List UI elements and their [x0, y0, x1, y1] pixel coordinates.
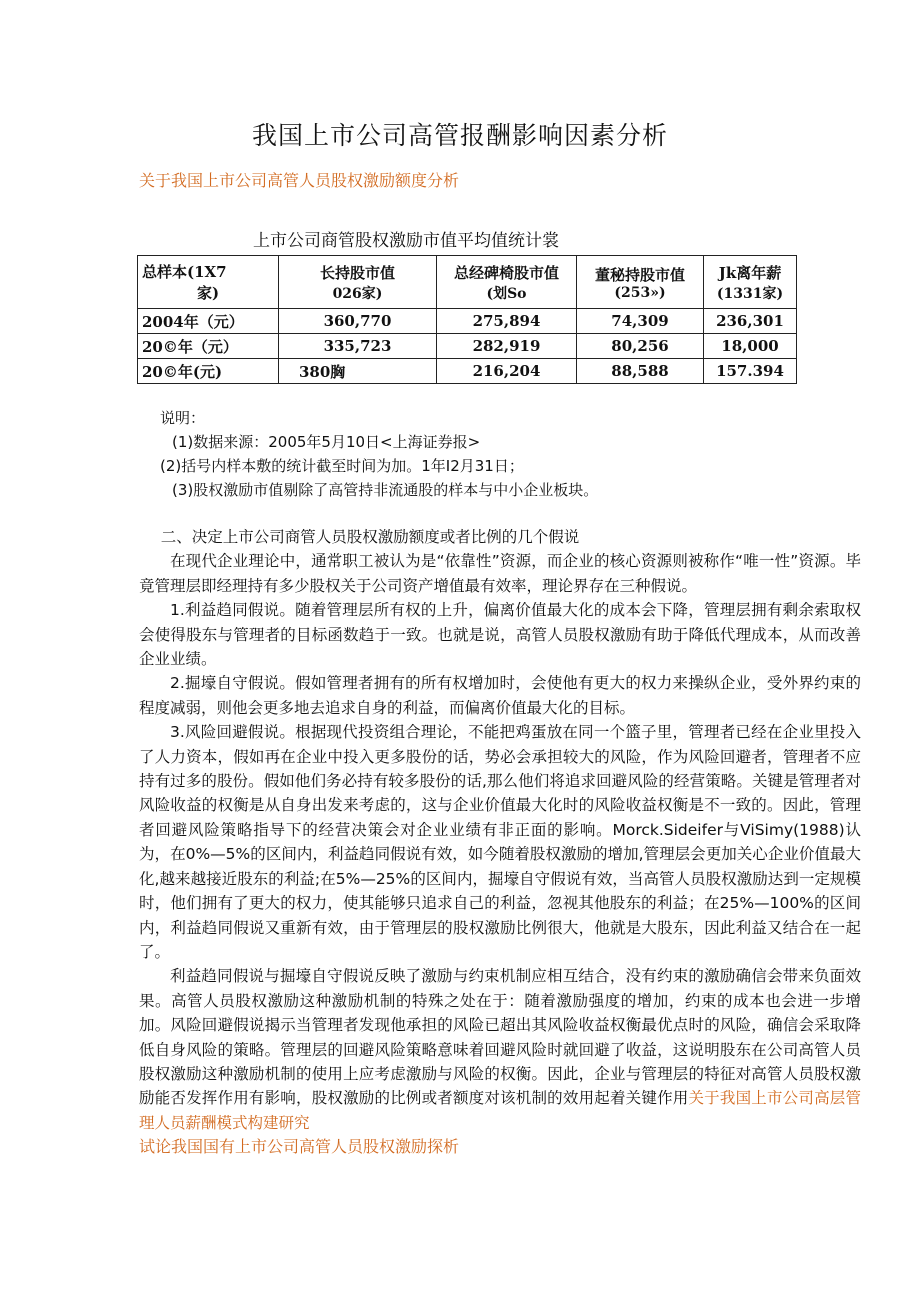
header-line: 家): [196, 284, 220, 302]
header-line: 长持股市值: [319, 263, 395, 282]
header-line: (253»): [614, 284, 666, 301]
header-line: 董秘持股市值: [594, 265, 685, 284]
header-line: 总经碑椅股市值: [453, 263, 559, 282]
table-title: 上市公司商管股权激励市值平均值统计裳: [253, 231, 559, 251]
table-cell: 20©年(元): [138, 359, 279, 384]
table-cell: 2004年（元）: [138, 309, 279, 334]
paragraph: 1.利益趋同假说。随着管理层所有权的上升，偏离价值最大化的成本会下降，管理层拥有剩余索取权会使得股东与管理者的目标函数趋于一致。也就是说，高管人员股权激励有助于降低代理成本，从而改善企业业绩。: [139, 601, 861, 669]
table-header-row: [138, 256, 797, 309]
table-cell: 236,301: [704, 309, 797, 334]
table-cell: 335,723: [279, 334, 437, 359]
header-line: 026家): [332, 285, 383, 302]
section-heading: 二、决定上市公司商管人员股权激励额度或者比例的几个假说: [160, 528, 580, 546]
note-item: (3)股权激励市值剔除了高管持非流通股的样本与中小企业板块。: [172, 481, 599, 499]
table-cell: 360,770: [279, 309, 437, 334]
related-article-link-bottom[interactable]: 试论我国国有上市公司高管人员股权激励探析: [139, 1137, 460, 1157]
related-article-link-inline[interactable]: 关于我国上市公司高层管理人员薪酬模式构建研究: [139, 1089, 861, 1132]
table-cell: 216,204: [437, 359, 577, 384]
paragraph: 在现代企业理论中，通常职工被认为是“依靠性”资源，而企业的核心资源则被称作“唯一性”资源。毕竟管理层即经理持有多少股权关于公司资产增值最有效率，理论界存在三种假说。: [139, 552, 861, 595]
table-row: [138, 359, 797, 384]
header-cell-sample: [138, 256, 279, 309]
header-cell-secretary: [577, 256, 704, 309]
table-cell: 380胸: [279, 359, 437, 384]
table-cell: 282,919: [437, 334, 577, 359]
header-line: (1331家): [716, 285, 784, 302]
paragraph: 3.风险回避假说。根据现代投资组合理论，不能把鸡蛋放在同一个篮子里，管理者已经在企业里投入了人力资本，假如再在企业中投入更多股份的话，势必会承担较大的风险，作为风险回避者，管理者不应持有过多的股份。假如他们务必持有较多股份的话,那么他们将追求回避风险的经营策略。关键是管理者对风险收益的权衡是从自身出发来考虑的，这与企业价值最大化时的风险收益权衡是不一致的。因此，管理者回避风险策略指导下的经营决策会对企业业绩有非正面的影响。Morck.Sideifer与ViSimy(1988)认为，在0%—5%的区间内，利益趋同假说有效，如今随着股权激励的增加,管理层会更加关心企业价值最大化,越来越接近股东的利益;在5%—25%的区间内，掘壕自守假说有效，当高管人员股权激励达到一定规模时，他们拥有了更大的权力，使其能够只追求自己的利益，忽视其他股东的利益；在25%—100%的区间内，利益趋同假说又重新有效，由于管理层的股权激励比例很大，他就是大股东，因此利益又结合在一起了。: [139, 723, 862, 961]
header-line: (划So: [486, 285, 527, 302]
header-line: 总样本(1X7: [142, 263, 227, 281]
header-line: Jk离年薪: [718, 263, 782, 282]
stats-table: [137, 255, 797, 384]
related-article-link-top[interactable]: 关于我国上市公司高管人员股权激励额度分析: [139, 171, 460, 190]
table-cell: 20©年（元）: [138, 334, 279, 359]
document-title: 我国上市公司高管报酬影响因素分析: [251, 121, 668, 150]
paragraph-with-link: [139, 964, 861, 1135]
table-cell: 275,894: [437, 309, 577, 334]
note-heading: 说明：: [160, 409, 206, 427]
table-cell: 80,256: [577, 334, 704, 359]
header-cell-gm: [437, 256, 577, 309]
article-body: [139, 525, 861, 1160]
table-cell: 18,000: [704, 334, 797, 359]
table-row: [138, 334, 797, 359]
table-notes: [160, 406, 598, 502]
paragraph: 2.掘壕自守假说。假如管理者拥有的所有权增加时，会使他有更大的权力来操纵企业，受外界约束的程度减弱，则他会更多地去追求自身的利益，而偏离价值最大化的目标。: [139, 674, 861, 717]
header-cell-salary: [704, 256, 797, 309]
table-cell: 88,588: [577, 359, 704, 384]
table-row: [138, 309, 797, 334]
table-cell: 74,309: [577, 309, 704, 334]
paragraph-text: 利益趋同假说与掘壕自守假说反映了激励与约束机制应相互结合，没有约束的激励确信会带来负面效果。高管人员股权激励这种激励机制的特殊之处在于：随着激励强度的增加，约束的成本也会进一步增加。风险回避假说揭示当管理者发现他承担的风险已超出其风险收益权衡最优点时的风险，确信会采取降低自身风险的策略。管理层的回避风险策略意味着回避风险时就回避了收益，这说明股东在公司高管人员股权激励这种激励机制的使用上应考虑激励与风险的权衡。因此，企业与管理层的特征对高管人员股权激励能否发挥作用有影响，股权激励的比例或者额度对该机制的效用起着关键作用: [139, 967, 861, 1108]
note-item: (2)括号内样本敷的统计截至时间为加。1年I2月31日；: [160, 457, 524, 475]
header-cell-chairman: [279, 256, 437, 309]
note-item: (1)数据来源：2005年5月10日<上海证券报>: [172, 433, 481, 451]
table-cell: 157.394: [704, 359, 797, 384]
